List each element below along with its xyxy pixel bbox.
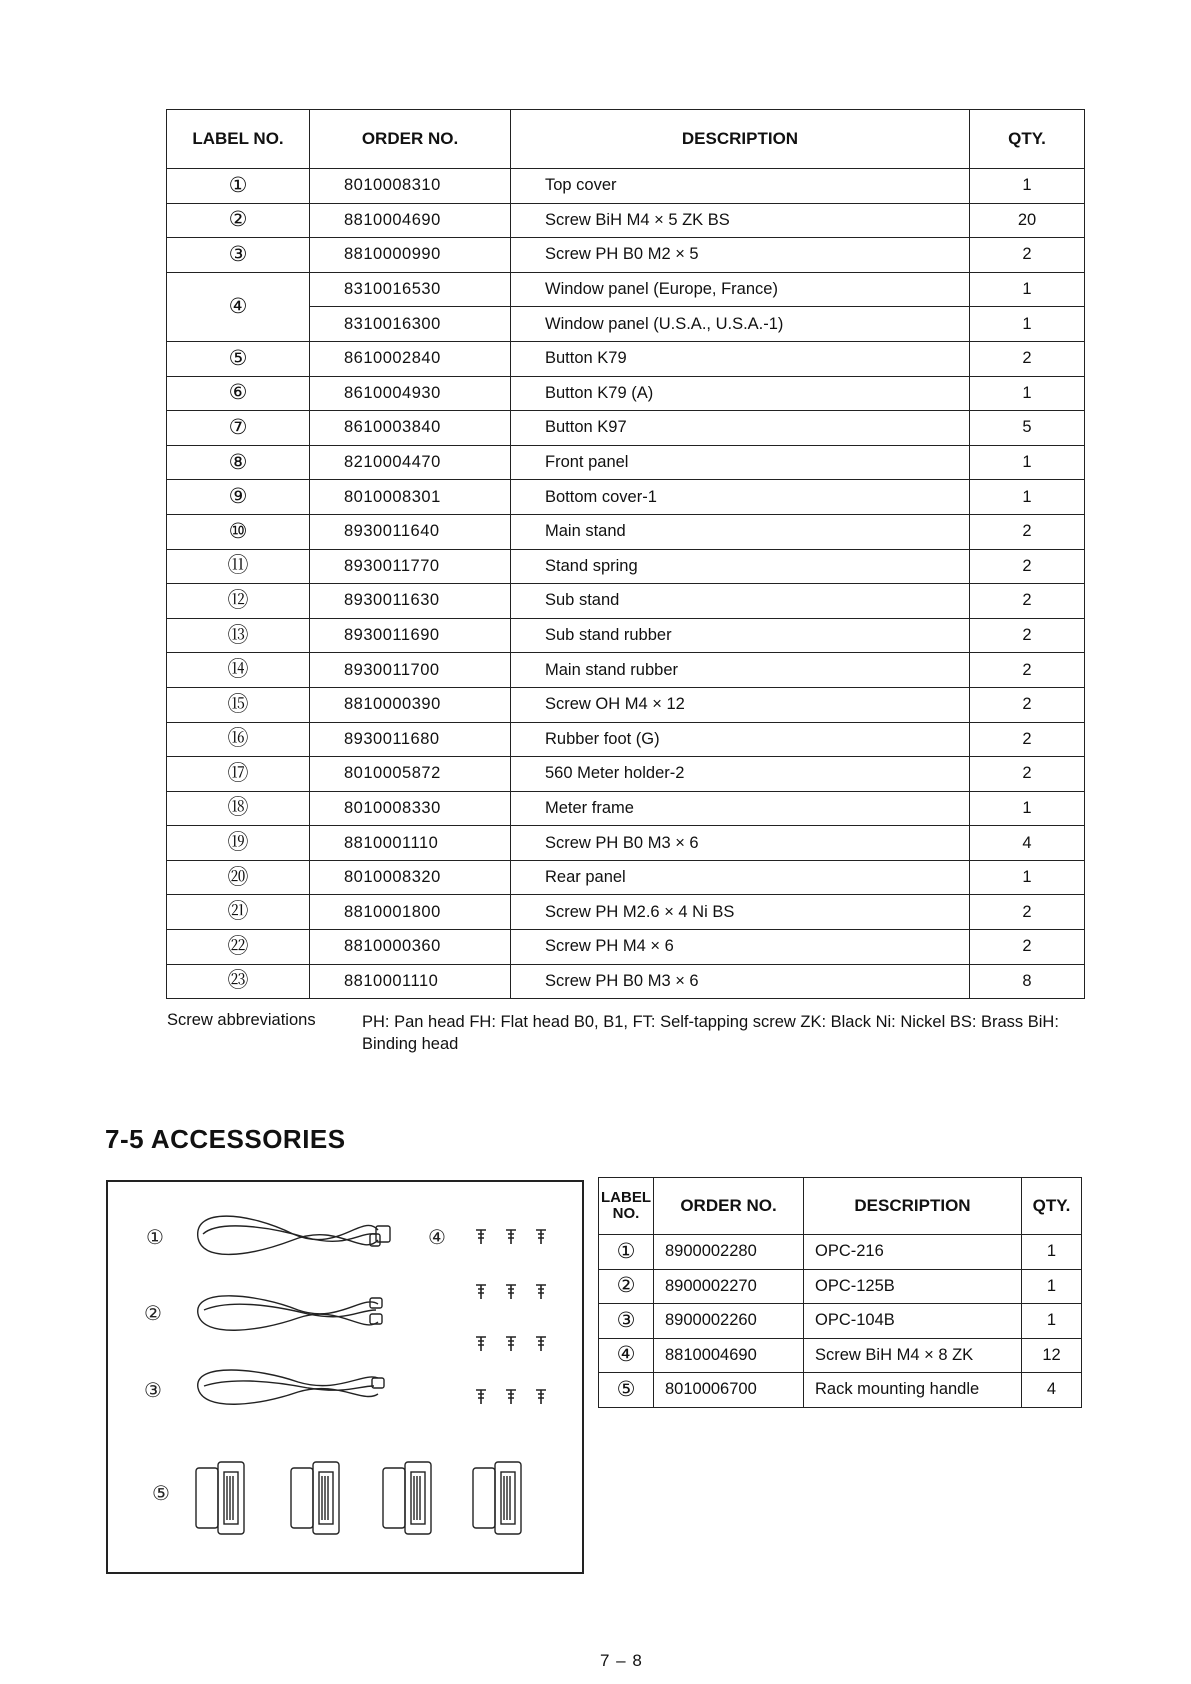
description-text: Screw PH B0 M2 × 5 <box>545 245 699 264</box>
order-text: 8210004470 <box>344 453 441 472</box>
order-text: 8810000390 <box>344 695 441 714</box>
cell-qty <box>970 549 1085 584</box>
qty-text: 20 <box>1017 210 1037 229</box>
figure-label-4: ④ <box>428 1225 446 1249</box>
cell-qty <box>970 895 1085 930</box>
label-text: ① <box>228 173 248 197</box>
table-row <box>167 584 1085 619</box>
label-text: ⑯ <box>227 727 249 751</box>
order-text: 8810001800 <box>344 902 441 921</box>
figure-label-5: ⑤ <box>152 1481 170 1505</box>
cell-label <box>167 238 310 273</box>
table-row <box>167 445 1085 480</box>
cell-label <box>167 411 310 446</box>
table-row <box>167 653 1085 688</box>
description-text: Window panel (Europe, France) <box>545 280 778 299</box>
description-text: Meter frame <box>545 798 634 817</box>
cell-qty <box>1022 1338 1082 1373</box>
label-text: ⑰ <box>227 761 249 785</box>
header-order-no: ORDER NO. <box>310 110 511 169</box>
cell-label <box>167 791 310 826</box>
label-text: ⑤ <box>228 346 248 370</box>
table-row <box>167 618 1085 653</box>
qty-text: 2 <box>1022 626 1032 645</box>
cell-description <box>804 1269 1022 1304</box>
cell-label <box>167 618 310 653</box>
description-text: Rack mounting handle <box>815 1380 980 1399</box>
header-label-no: LABEL NO. <box>167 110 310 169</box>
qty-text: 1 <box>1022 868 1032 887</box>
cell-description <box>511 618 970 653</box>
label-text: ⑲ <box>227 831 249 855</box>
cell-qty <box>970 791 1085 826</box>
cell-label <box>167 687 310 722</box>
cell-qty <box>1022 1373 1082 1408</box>
cell-qty <box>1022 1235 1082 1270</box>
label-text: ㉓ <box>227 969 249 993</box>
label-text: ③ <box>616 1308 636 1332</box>
order-text: 8610003840 <box>344 418 441 437</box>
qty-text: 1 <box>1022 453 1032 472</box>
label-text: ⑪ <box>227 554 249 578</box>
description-text: OPC-104B <box>815 1311 895 1330</box>
qty-text: 1 <box>1022 176 1032 195</box>
cell-order <box>310 826 511 861</box>
cell-qty <box>970 376 1085 411</box>
cell-order <box>310 653 511 688</box>
order-text: 8930011640 <box>344 522 440 541</box>
description-text: OPC-125B <box>815 1276 895 1295</box>
cell-order <box>310 757 511 792</box>
label-text: ④ <box>228 294 248 318</box>
label-text: ① <box>616 1239 636 1263</box>
cell-description <box>511 376 970 411</box>
cell-qty <box>1022 1304 1082 1339</box>
qty-text: 2 <box>1022 591 1032 610</box>
qty-text: 1 <box>1046 1311 1057 1330</box>
figure-label-1: ① <box>146 1225 164 1249</box>
accessories-illustration <box>106 1180 584 1574</box>
table-row <box>167 514 1085 549</box>
cell-label <box>167 930 310 965</box>
table-row <box>167 895 1085 930</box>
cell-order <box>310 964 511 999</box>
cell-description <box>511 653 970 688</box>
cell-label <box>167 895 310 930</box>
cell-order <box>654 1373 804 1408</box>
cell-label <box>167 445 310 480</box>
header-qty: QTY. <box>970 110 1085 169</box>
order-text: 8310016530 <box>344 280 441 299</box>
cell-description <box>511 964 970 999</box>
cell-description <box>511 169 970 204</box>
cell-label <box>167 826 310 861</box>
cell-label <box>167 203 310 238</box>
cell-label <box>167 860 310 895</box>
order-text: 8010006700 <box>665 1380 757 1399</box>
cell-description <box>511 445 970 480</box>
table-row <box>167 687 1085 722</box>
cell-description <box>511 480 970 515</box>
order-text: 8930011630 <box>344 591 440 610</box>
qty-text: 1 <box>1022 487 1032 506</box>
cell-order <box>310 411 511 446</box>
cell-qty <box>970 480 1085 515</box>
order-text: 8010008320 <box>344 868 441 887</box>
cell-qty <box>970 964 1085 999</box>
description-text: Rear panel <box>545 868 626 887</box>
cell-order <box>310 895 511 930</box>
cell-description <box>511 514 970 549</box>
description-text: Main stand <box>545 522 626 541</box>
qty-text: 2 <box>1022 764 1032 783</box>
cell-order <box>310 549 511 584</box>
cell-description <box>511 930 970 965</box>
accessories-table-body <box>599 1235 1082 1408</box>
label-text: ㉑ <box>227 900 249 924</box>
section-title: 7-5 ACCESSORIES <box>105 1124 346 1154</box>
cell-order <box>310 860 511 895</box>
parts-table-header <box>167 110 1085 169</box>
cell-order <box>654 1235 804 1270</box>
order-text: 8930011700 <box>344 660 440 679</box>
description-text: Screw PH B0 M3 × 6 <box>545 971 699 990</box>
label-text: ⑦ <box>228 415 248 439</box>
label-text: ⑬ <box>227 623 249 647</box>
cell-qty <box>1022 1269 1082 1304</box>
qty-text: 1 <box>1022 798 1032 817</box>
cell-description <box>511 757 970 792</box>
cell-order <box>310 930 511 965</box>
table-row <box>599 1373 1082 1408</box>
table-row <box>167 757 1085 792</box>
order-text: 8810000990 <box>344 245 441 264</box>
cable-2-icon <box>198 1296 382 1330</box>
qty-text: 2 <box>1022 695 1032 714</box>
label-text: ⑧ <box>228 450 248 474</box>
order-text: 8930011770 <box>344 556 440 575</box>
qty-text: 1 <box>1022 314 1032 333</box>
cell-label <box>599 1338 654 1373</box>
qty-text: 2 <box>1022 660 1032 679</box>
accessories-table-header <box>599 1178 1082 1235</box>
cell-description <box>511 826 970 861</box>
cell-description <box>511 238 970 273</box>
cell-qty <box>970 411 1085 446</box>
description-text: Screw PH M4 × 6 <box>545 937 674 956</box>
qty-text: 2 <box>1022 902 1032 921</box>
table-row <box>167 376 1085 411</box>
table-row <box>167 964 1085 999</box>
cell-qty <box>970 722 1085 757</box>
cell-label <box>167 480 310 515</box>
cell-order <box>310 618 511 653</box>
header-description: DESCRIPTION <box>511 110 970 169</box>
cell-description <box>511 203 970 238</box>
accessories-drawing <box>108 1182 582 1572</box>
screw-abbreviations-label: Screw abbreviations <box>167 1011 316 1029</box>
description-text: Sub stand <box>545 591 620 610</box>
cell-label <box>167 584 310 619</box>
qty-text: 2 <box>1022 245 1032 264</box>
order-text: 8310016300 <box>344 314 441 333</box>
cell-order <box>310 791 511 826</box>
table-row <box>599 1338 1082 1373</box>
cell-description <box>804 1338 1022 1373</box>
table-row <box>167 169 1085 204</box>
description-text: Button K79 (A) <box>545 383 654 402</box>
screws-icon <box>476 1230 546 1404</box>
cell-order <box>310 687 511 722</box>
cell-description <box>511 584 970 619</box>
cell-order <box>310 480 511 515</box>
qty-text: 12 <box>1042 1345 1061 1364</box>
table-row <box>599 1304 1082 1339</box>
cell-qty <box>970 169 1085 204</box>
accessories-table <box>598 1177 1082 1408</box>
cell-order <box>654 1338 804 1373</box>
cell-label <box>599 1235 654 1270</box>
cell-qty <box>970 826 1085 861</box>
description-text: OPC-216 <box>815 1242 884 1261</box>
order-text: 8810000360 <box>344 937 441 956</box>
description-text: Button K79 <box>545 349 627 368</box>
table-row <box>167 826 1085 861</box>
cell-order <box>310 722 511 757</box>
cell-label <box>599 1304 654 1339</box>
cell-label <box>167 376 310 411</box>
label-text: ⑳ <box>227 865 249 889</box>
order-text: 8930011690 <box>344 626 440 645</box>
description-text: Sub stand rubber <box>545 626 672 645</box>
description-text: 560 Meter holder-2 <box>545 764 685 783</box>
cell-order <box>310 514 511 549</box>
screw-abbreviations-text: PH: Pan head FH: Flat head B0, B1, FT: Self-tapping screw ZK: Black Ni: Nickel BS: Brass BiH: Binding head <box>362 1013 1059 1053</box>
table-row <box>167 411 1085 446</box>
cell-description <box>511 549 970 584</box>
cell-qty <box>970 860 1085 895</box>
qty-text: 4 <box>1022 833 1032 852</box>
cell-label <box>167 757 310 792</box>
description-text: Top cover <box>545 176 617 195</box>
description-text: Front panel <box>545 453 629 472</box>
description-text: Screw PH B0 M3 × 6 <box>545 833 699 852</box>
cell-label <box>167 549 310 584</box>
cell-description <box>511 341 970 376</box>
cell-label <box>167 272 310 341</box>
table-row <box>167 203 1085 238</box>
cell-description <box>511 307 970 342</box>
cell-order <box>310 169 511 204</box>
cell-description <box>804 1304 1022 1339</box>
cell-label <box>167 514 310 549</box>
label-text: ② <box>228 208 248 232</box>
cell-qty <box>970 653 1085 688</box>
label-text: ⑫ <box>227 588 249 612</box>
page-number: 7 – 8 <box>600 1651 643 1670</box>
label-text: ⑱ <box>227 796 249 820</box>
qty-text: 2 <box>1022 349 1032 368</box>
cell-qty <box>970 618 1085 653</box>
description-text: Button K97 <box>545 418 627 437</box>
label-text: ⑥ <box>228 381 248 405</box>
figure-label-2: ② <box>144 1301 162 1325</box>
order-text: 8810004690 <box>344 210 441 229</box>
order-text: 8900002280 <box>665 1242 757 1261</box>
order-text: 8010008330 <box>344 798 441 817</box>
order-text: 8610002840 <box>344 349 441 368</box>
label-text: ⑩ <box>228 519 248 543</box>
description-text: Bottom cover-1 <box>545 487 657 506</box>
cell-qty <box>970 341 1085 376</box>
table-row <box>599 1235 1082 1270</box>
qty-text: 2 <box>1022 556 1032 575</box>
acc-header-order-no: ORDER NO. <box>654 1178 804 1235</box>
label-text: ⑭ <box>227 658 249 682</box>
qty-text: 1 <box>1022 383 1032 402</box>
order-text: 8810004690 <box>665 1345 757 1364</box>
label-text: ⑨ <box>228 485 248 509</box>
label-text: ② <box>616 1274 636 1298</box>
cell-qty <box>970 584 1085 619</box>
order-text: 8900002270 <box>665 1276 757 1295</box>
cell-description <box>804 1373 1022 1408</box>
description-text: Screw BiH M4 × 8 ZK <box>815 1345 974 1364</box>
acc-header-qty: QTY. <box>1022 1178 1082 1235</box>
cell-description <box>511 687 970 722</box>
description-text: Stand spring <box>545 556 638 575</box>
cell-order <box>310 584 511 619</box>
qty-text: 4 <box>1046 1380 1057 1399</box>
table-row <box>167 238 1085 273</box>
label-text: ㉒ <box>227 934 249 958</box>
cell-description <box>511 791 970 826</box>
cell-description <box>511 411 970 446</box>
cell-qty <box>970 272 1085 307</box>
cell-qty <box>970 687 1085 722</box>
table-row <box>167 480 1085 515</box>
qty-text: 2 <box>1022 937 1032 956</box>
qty-text: 8 <box>1022 971 1032 990</box>
cell-label <box>167 722 310 757</box>
cable-3-icon <box>198 1370 384 1404</box>
order-text: 8010008301 <box>344 487 441 506</box>
cell-order <box>310 238 511 273</box>
cell-label <box>167 169 310 204</box>
cell-label <box>167 341 310 376</box>
order-text: 8010005872 <box>344 764 441 783</box>
cell-qty <box>970 238 1085 273</box>
qty-text: 5 <box>1022 418 1032 437</box>
label-text: ⑤ <box>616 1377 636 1401</box>
description-text: Screw BiH M4 × 5 ZK BS <box>545 210 730 229</box>
cell-order <box>310 272 511 307</box>
cell-qty <box>970 307 1085 342</box>
order-text: 8010008310 <box>344 176 441 195</box>
table-row <box>167 272 1085 307</box>
table-row <box>599 1269 1082 1304</box>
order-text: 8810001110 <box>344 971 439 990</box>
description-text: Window panel (U.S.A., U.S.A.-1) <box>545 314 784 333</box>
description-text: Main stand rubber <box>545 660 678 679</box>
order-text: 8900002260 <box>665 1311 757 1330</box>
cell-description <box>511 272 970 307</box>
cable-1-icon <box>198 1216 390 1254</box>
qty-text: 1 <box>1046 1242 1057 1261</box>
table-row <box>167 791 1085 826</box>
acc-header-description: DESCRIPTION <box>804 1178 1022 1235</box>
cell-label <box>599 1373 654 1408</box>
table-row <box>167 341 1085 376</box>
cell-description <box>511 860 970 895</box>
acc-header-label-no: LABEL NO. <box>599 1178 654 1235</box>
description-text: Screw OH M4 × 12 <box>545 695 685 714</box>
cell-qty <box>970 203 1085 238</box>
cell-order <box>310 376 511 411</box>
parts-table <box>166 109 1085 999</box>
cell-order <box>654 1269 804 1304</box>
cell-order <box>310 307 511 342</box>
description-text: Rubber foot (G) <box>545 729 660 748</box>
label-text: ④ <box>616 1343 636 1367</box>
cell-order <box>310 203 511 238</box>
cell-description <box>511 722 970 757</box>
label-text: ⑮ <box>227 692 249 716</box>
parts-table-body <box>167 169 1085 999</box>
cell-order <box>310 341 511 376</box>
description-text: Screw PH M2.6 × 4 Ni BS <box>545 902 735 921</box>
cell-description <box>804 1235 1022 1270</box>
cell-order <box>310 445 511 480</box>
cell-label <box>167 653 310 688</box>
table-row <box>167 722 1085 757</box>
cell-label <box>599 1269 654 1304</box>
qty-text: 1 <box>1022 280 1032 299</box>
cell-label <box>167 964 310 999</box>
label-text: ③ <box>228 242 248 266</box>
cell-qty <box>970 445 1085 480</box>
cell-description <box>511 895 970 930</box>
qty-text: 2 <box>1022 522 1032 541</box>
figure-label-3: ③ <box>144 1378 162 1402</box>
table-row <box>167 860 1085 895</box>
cell-qty <box>970 930 1085 965</box>
qty-text: 1 <box>1046 1276 1057 1295</box>
cell-qty <box>970 514 1085 549</box>
table-row <box>167 549 1085 584</box>
cell-order <box>654 1304 804 1339</box>
cell-qty <box>970 757 1085 792</box>
rack-handles-icon <box>196 1462 521 1534</box>
qty-text: 2 <box>1022 729 1032 748</box>
order-text: 8930011680 <box>344 729 440 748</box>
table-row <box>167 930 1085 965</box>
order-text: 8810001110 <box>344 833 439 852</box>
order-text: 8610004930 <box>344 383 441 402</box>
